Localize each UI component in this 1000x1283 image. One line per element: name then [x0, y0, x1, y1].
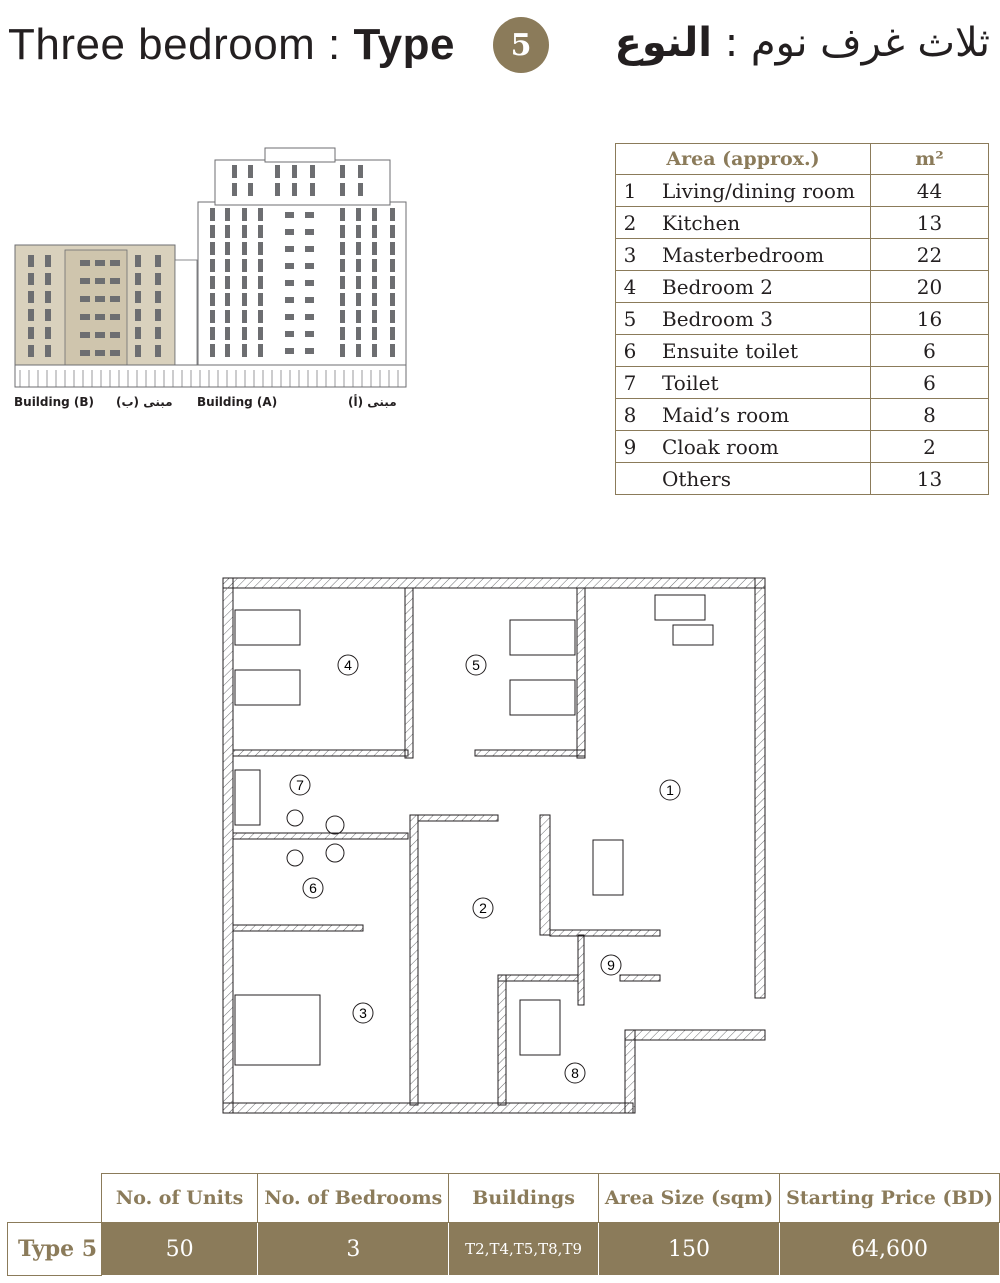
area-table-row [616, 431, 989, 463]
room-name: Ensuite toilet [644, 335, 871, 367]
room-marker-label: 9 [607, 957, 615, 973]
room-area: 6 [871, 335, 989, 367]
title-ar-prefix: ثلاث غرف نوم : [711, 20, 990, 66]
room-number: 1 [616, 175, 645, 207]
building-a-label-ar: مبنى (أ) [348, 395, 397, 409]
area-table-row [616, 335, 989, 367]
room-area: 8 [871, 399, 989, 431]
room-area: 13 [871, 463, 989, 495]
area-header-label: Area (approx.) [616, 144, 871, 175]
room-marker-label: 3 [359, 1005, 367, 1021]
area-table [615, 143, 989, 495]
room-marker-label: 6 [309, 880, 317, 896]
price-value: 64,600 [780, 1223, 1000, 1276]
units-table-corner [8, 1174, 102, 1223]
area-header-unit: m² [871, 144, 989, 175]
room-number: 7 [616, 367, 645, 399]
room-number: 4 [616, 271, 645, 303]
building-b-label-en: Building (B) [14, 395, 95, 409]
room-marker-label: 4 [344, 657, 352, 673]
area-table-row [616, 399, 989, 431]
room-marker-label: 7 [296, 777, 304, 793]
title-ar-bold: النوع [614, 20, 712, 66]
room-name: Others [644, 463, 871, 495]
row-label: Type 5 [8, 1223, 102, 1276]
area-table-row [616, 271, 989, 303]
room-name: Maid’s room [644, 399, 871, 431]
col-header-buildings: Buildings [449, 1174, 599, 1223]
area-table-row [616, 303, 989, 335]
area-table-row [616, 463, 989, 495]
area-table-row [616, 239, 989, 271]
room-area: 20 [871, 271, 989, 303]
area-table-row [616, 367, 989, 399]
room-number: 3 [616, 239, 645, 271]
room-name: Bedroom 3 [644, 303, 871, 335]
room-area: 22 [871, 239, 989, 271]
title-en-prefix: Three bedroom : [8, 20, 354, 69]
room-area: 13 [871, 207, 989, 239]
room-number [616, 463, 645, 495]
room-name: Living/dining room [644, 175, 871, 207]
room-area: 6 [871, 367, 989, 399]
col-header-bedrooms: No. of Bedrooms [258, 1174, 449, 1223]
col-header-price: Starting Price (BD) [780, 1174, 1000, 1223]
room-name: Kitchen [644, 207, 871, 239]
area-table-row [616, 175, 989, 207]
room-number: 9 [616, 431, 645, 463]
type-number-badge: 5 [493, 17, 549, 73]
bedrooms-value: 3 [258, 1223, 449, 1276]
room-name: Toilet [644, 367, 871, 399]
floor-plan [215, 575, 770, 1115]
building-b-label-ar: مبنى (ب) [116, 395, 173, 409]
room-marker-label: 1 [666, 782, 674, 798]
building-a-label-en: Building (A) [197, 395, 278, 409]
col-header-area: Area Size (sqm) [598, 1174, 779, 1223]
room-area: 16 [871, 303, 989, 335]
room-number: 2 [616, 207, 645, 239]
title-en-bold: Type [353, 20, 455, 69]
units-table-header [8, 1174, 1000, 1223]
area-value: 150 [598, 1223, 779, 1276]
buildings-value: T2,T4,T5,T8,T9 [449, 1223, 599, 1276]
room-number: 6 [616, 335, 645, 367]
units-table [7, 1173, 1000, 1276]
area-table-row [616, 207, 989, 239]
room-marker-label: 5 [472, 657, 480, 673]
units-table-row [8, 1223, 1000, 1276]
room-number: 8 [616, 399, 645, 431]
room-number: 5 [616, 303, 645, 335]
room-area: 2 [871, 431, 989, 463]
building-elevation-illustration [10, 140, 410, 390]
room-marker-label: 2 [479, 900, 487, 916]
room-name: Masterbedroom [644, 239, 871, 271]
page-title-english [8, 20, 455, 70]
col-header-units: No. of Units [101, 1174, 257, 1223]
area-table-header [616, 144, 989, 175]
units-value: 50 [101, 1223, 257, 1276]
page-title-arabic [615, 20, 990, 66]
room-name: Bedroom 2 [644, 271, 871, 303]
room-area: 44 [871, 175, 989, 207]
room-marker-label: 8 [571, 1065, 579, 1081]
room-name: Cloak room [644, 431, 871, 463]
